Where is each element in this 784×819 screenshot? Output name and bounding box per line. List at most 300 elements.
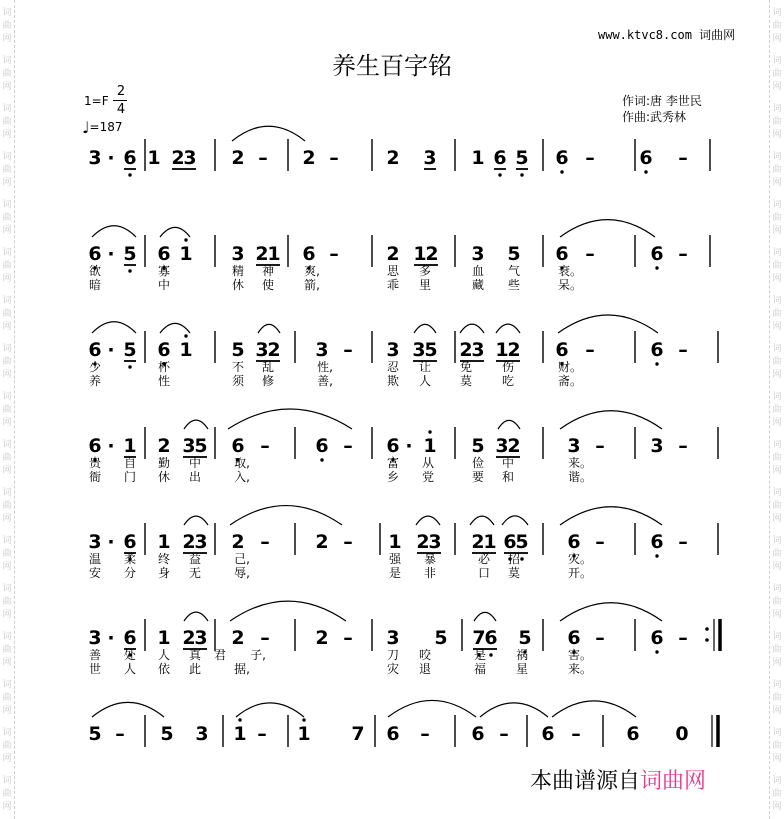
watermark-glyph: 曲 — [2, 213, 12, 223]
watermark-glyph: 网 — [2, 418, 12, 428]
note: 3 — [412, 339, 426, 361]
note: 2 — [507, 435, 521, 457]
octave-dot-low — [655, 266, 658, 269]
watermark-glyph: 曲 — [2, 261, 12, 271]
slur — [552, 701, 636, 717]
watermark-glyph: 词 — [772, 344, 782, 354]
slur — [184, 612, 208, 621]
note: · — [107, 243, 115, 265]
watermark-glyph: 词 — [2, 680, 12, 690]
note: 1 — [179, 243, 193, 265]
note: 1 — [413, 243, 427, 265]
note: 1 — [233, 723, 247, 745]
lyric-char: 藏 — [471, 278, 485, 292]
note: – — [585, 339, 595, 361]
source-footer[interactable] — [530, 764, 706, 795]
watermark-glyph: 网 — [2, 82, 12, 92]
lyric-char: 箭, — [304, 278, 320, 292]
lyric-char: 君 — [213, 648, 227, 662]
watermark-glyph: 词 — [2, 248, 12, 258]
lyric-char: 多 — [418, 264, 432, 278]
octave-dot-high — [184, 334, 187, 337]
lyric-char: 人 — [157, 648, 171, 662]
note: · — [405, 435, 413, 457]
note: 2 — [471, 531, 485, 553]
watermark-glyph: 网 — [772, 226, 782, 236]
note: – — [678, 531, 688, 553]
lyric-char: 欲 — [88, 264, 102, 278]
note: 6 — [541, 723, 555, 745]
lyric-char: 神 — [261, 264, 275, 278]
watermark-glyph: 词 — [772, 680, 782, 690]
watermark-glyph: 网 — [772, 370, 782, 380]
note: 1 — [123, 435, 137, 457]
watermark-glyph: 网 — [2, 802, 12, 812]
slur — [160, 323, 190, 333]
octave-dot-low — [520, 557, 523, 560]
note: · — [107, 435, 115, 457]
watermark-glyph: 词 — [2, 56, 12, 66]
note: · — [107, 147, 115, 169]
slur — [480, 703, 548, 717]
note: 1 — [388, 531, 402, 553]
octave-dot-low — [498, 173, 501, 176]
watermark-glyph: 网 — [772, 658, 782, 668]
note: 6 — [88, 243, 102, 265]
note: · — [107, 339, 115, 361]
watermark-glyph: 词 — [2, 8, 12, 18]
watermark-glyph: 网 — [2, 706, 12, 716]
lyric-char: 俭 — [471, 456, 485, 470]
lyric-char: 出 — [188, 470, 202, 484]
lyric-char: 温 — [88, 552, 102, 566]
lyric-char: 暗 — [88, 278, 102, 292]
note: 6 — [484, 627, 498, 649]
watermark-glyph: 词 — [2, 584, 12, 594]
watermark-glyph: 网 — [2, 514, 12, 524]
note: 6 — [471, 723, 485, 745]
slur — [560, 603, 662, 621]
lyric-char: 中 — [188, 456, 202, 470]
octave-dot-low — [489, 653, 492, 656]
slur — [502, 516, 528, 525]
lyric-char: 真 — [188, 648, 202, 662]
lyric-char: 党 — [421, 470, 435, 484]
note: 3 — [194, 531, 208, 553]
site-url[interactable] — [598, 26, 735, 43]
lyric-char: 招 — [507, 552, 521, 566]
slur — [184, 516, 208, 525]
watermark-glyph: 词 — [2, 296, 12, 306]
slur — [560, 411, 662, 429]
note: 5 — [424, 339, 438, 361]
note: – — [257, 723, 267, 745]
lyric-char: 修 — [261, 374, 275, 388]
lyric-char: 门 — [123, 470, 137, 484]
lyric-char: 强 — [388, 552, 402, 566]
watermark-glyph: 词 — [2, 152, 12, 162]
lyric-char: 谐。 — [567, 470, 593, 484]
watermark-glyph: 曲 — [2, 117, 12, 127]
lyric-char: 须 — [231, 374, 245, 388]
watermark-glyph: 词 — [2, 104, 12, 114]
note: 3 — [423, 147, 437, 169]
note: 5 — [231, 339, 245, 361]
lyric-char: 此 — [188, 662, 202, 676]
slur — [496, 324, 520, 333]
note: – — [420, 723, 430, 745]
repeat-dot — [705, 638, 709, 642]
octave-dot-high — [428, 430, 431, 433]
lyric-char: 终 — [157, 552, 171, 566]
lyric-char: 必 — [477, 552, 491, 566]
octave-dot-high — [238, 718, 241, 721]
lyric-char: 中 — [501, 456, 515, 470]
lyric-char: 非 — [423, 566, 437, 580]
lyric-char: 人 — [123, 662, 137, 676]
watermark-glyph: 词 — [2, 344, 12, 354]
site-domain[interactable]: www.ktvc8.com — [598, 28, 692, 42]
note: 2 — [302, 147, 316, 169]
watermark-glyph: 网 — [2, 226, 12, 236]
slur — [92, 702, 164, 717]
watermark-glyph: 曲 — [772, 789, 782, 799]
lyric-char: 思 — [386, 264, 400, 278]
note: 6 — [555, 339, 569, 361]
watermark-glyph: 曲 — [772, 693, 782, 703]
lyric-char: 莫 — [459, 374, 473, 388]
lyric-char: 忍 — [386, 360, 400, 374]
quarter-note-icon: ♩ — [82, 118, 90, 137]
lyric-char: 和 — [501, 470, 515, 484]
note: 2 — [231, 147, 245, 169]
note: 1 — [157, 531, 171, 553]
slur — [560, 507, 662, 525]
note: 2 — [315, 627, 329, 649]
lyric-char: 爽, — [304, 264, 320, 278]
watermark-glyph: 曲 — [772, 21, 782, 31]
watermark-glyph: 网 — [772, 706, 782, 716]
watermark-glyph: 网 — [2, 658, 12, 668]
lyricist-credit: 作词:唐 李世民 — [622, 94, 702, 108]
slur — [460, 324, 484, 333]
watermark-glyph: 曲 — [772, 549, 782, 559]
watermark-glyph: 曲 — [772, 453, 782, 463]
lyric-char: 些 — [507, 278, 521, 292]
lyric-char: 是 — [388, 566, 402, 580]
note: 2 — [416, 531, 430, 553]
lyric-char: 处 — [123, 648, 137, 662]
lyric-char: 呆。 — [557, 278, 583, 292]
slur — [470, 516, 494, 525]
slur — [160, 227, 190, 237]
note: 1 — [267, 243, 281, 265]
lyric-char: 星 — [515, 662, 529, 676]
lyric-char: 贵 — [88, 456, 102, 470]
watermark-glyph: 词 — [2, 392, 12, 402]
note: – — [678, 627, 688, 649]
lyric-char: 要 — [471, 470, 485, 484]
note: 1 — [483, 531, 497, 553]
watermark-glyph: 曲 — [772, 501, 782, 511]
slur — [558, 315, 658, 333]
watermark-glyph: 词 — [772, 728, 782, 738]
note: 1 — [471, 147, 485, 169]
watermark-glyph: 曲 — [772, 261, 782, 271]
lyric-char: 祸 — [515, 648, 529, 662]
lyric-char: 自 — [123, 456, 137, 470]
note: – — [343, 627, 353, 649]
watermark-glyph: 网 — [2, 370, 12, 380]
footer-brand[interactable]: 词曲网 — [640, 769, 707, 794]
page-title: 养生百字铭 — [332, 52, 452, 80]
note: 1 — [147, 147, 161, 169]
watermark-glyph: 曲 — [2, 453, 12, 463]
note: 3 — [428, 531, 442, 553]
note: – — [260, 627, 270, 649]
note: 2 — [171, 147, 185, 169]
watermark-glyph: 曲 — [772, 213, 782, 223]
lyric-char: 世 — [88, 662, 102, 676]
watermark-glyph: 曲 — [2, 309, 12, 319]
lyric-char: 休 — [157, 470, 171, 484]
note: 7 — [472, 627, 486, 649]
note: 6 — [626, 723, 640, 745]
note: 6 — [88, 435, 102, 457]
lyric-char: 来。 — [567, 662, 593, 676]
note: 1 — [423, 435, 437, 457]
note: 3 — [471, 339, 485, 361]
note: 5 — [471, 435, 485, 457]
slur — [416, 516, 440, 525]
slur — [258, 324, 280, 333]
lyric-char: 灾 — [386, 662, 400, 676]
lyric-char: 口 — [477, 566, 491, 580]
lyric-char: 安 — [88, 566, 102, 580]
note: 3 — [567, 435, 581, 457]
watermark-glyph: 网 — [2, 34, 12, 44]
note: 3 — [386, 339, 400, 361]
note: 3 — [194, 627, 208, 649]
lyric-char: 勤 — [157, 456, 171, 470]
note: 3 — [231, 243, 245, 265]
watermark-glyph: 网 — [772, 562, 782, 572]
watermark-glyph: 词 — [2, 200, 12, 210]
watermark-glyph: 曲 — [772, 357, 782, 367]
watermark-glyph: 网 — [772, 754, 782, 764]
watermark-glyph: 曲 — [772, 645, 782, 655]
note: 5 — [507, 243, 521, 265]
watermark-glyph: 网 — [772, 34, 782, 44]
note: 3 — [315, 339, 329, 361]
note: – — [595, 531, 605, 553]
watermark-glyph: 曲 — [2, 789, 12, 799]
lyric-char: 善 — [88, 648, 102, 662]
watermark-glyph: 曲 — [2, 405, 12, 415]
note: 6 — [503, 531, 517, 553]
lyric-char: 子, — [250, 648, 266, 662]
note: 0 — [675, 723, 689, 745]
note: 6 — [567, 627, 581, 649]
footer-prefix: 本曲谱源自 — [530, 769, 641, 794]
note: 5 — [518, 627, 532, 649]
note: 2 — [425, 243, 439, 265]
watermark-glyph: 词 — [772, 56, 782, 66]
octave-dot-low — [320, 458, 323, 461]
lyric-char: 里 — [418, 278, 432, 292]
lyric-char: 无 — [188, 566, 202, 580]
note: 2 — [386, 243, 400, 265]
watermark-glyph: 网 — [772, 82, 782, 92]
slur — [184, 420, 208, 429]
note: – — [258, 147, 268, 169]
watermark-glyph: 曲 — [772, 165, 782, 175]
watermark-glyph: 网 — [772, 802, 782, 812]
note: 3 — [471, 243, 485, 265]
tempo-marking — [82, 118, 123, 137]
watermark-glyph: 词 — [772, 152, 782, 162]
note: 5 — [515, 147, 529, 169]
watermark-glyph: 曲 — [2, 165, 12, 175]
lyric-char: 衙 — [88, 470, 102, 484]
lyric-char: 辱, — [234, 566, 250, 580]
note: 6 — [88, 339, 102, 361]
octave-dot-low — [560, 170, 563, 173]
note: 6 — [650, 531, 664, 553]
note: · — [107, 531, 115, 553]
lyric-char: 从 — [421, 456, 435, 470]
lyric-char: 来。 — [567, 456, 593, 470]
lyric-char: 乱 — [261, 360, 275, 374]
watermark-glyph: 词 — [2, 488, 12, 498]
watermark-glyph: 网 — [2, 178, 12, 188]
note: 6 — [650, 243, 664, 265]
octave-dot-low — [128, 173, 131, 176]
watermark-glyph: 曲 — [772, 117, 782, 127]
lyric-char: 灾。 — [567, 552, 593, 566]
key-signature: 1=F — [84, 94, 109, 108]
watermark-glyph: 网 — [772, 418, 782, 428]
slur — [236, 703, 304, 717]
watermark-glyph: 词 — [772, 200, 782, 210]
watermark-glyph: 曲 — [2, 645, 12, 655]
watermark-glyph: 网 — [2, 274, 12, 284]
note: 2 — [315, 531, 329, 553]
note: 6 — [493, 147, 507, 169]
time-signature-line — [113, 100, 127, 101]
note: 5 — [515, 531, 529, 553]
lyric-char: 入, — [234, 470, 250, 484]
lyric-char: 害。 — [567, 648, 593, 662]
slur — [228, 409, 352, 429]
lyric-char: 乖 — [386, 278, 400, 292]
note: 6 — [650, 339, 664, 361]
lyric-char: 福 — [473, 662, 487, 676]
lyric-char: 不 — [231, 360, 245, 374]
octave-dot-low — [655, 650, 658, 653]
lyric-char: 己, — [234, 552, 250, 566]
note: 3 — [195, 723, 209, 745]
watermark-glyph: 词 — [2, 728, 12, 738]
note: 6 — [639, 147, 653, 169]
lyric-char: 养 — [88, 374, 102, 388]
octave-dot-high — [302, 718, 305, 721]
lyric-char: 依 — [157, 662, 171, 676]
note: 6 — [650, 627, 664, 649]
octave-dot-low — [520, 173, 523, 176]
watermark-glyph: 词 — [2, 440, 12, 450]
slur — [388, 700, 476, 717]
note: 6 — [157, 243, 171, 265]
note: – — [260, 531, 270, 553]
note: – — [343, 339, 353, 361]
note: 2 — [157, 435, 171, 457]
watermark-glyph: 网 — [2, 466, 12, 476]
watermark-glyph: 网 — [2, 610, 12, 620]
note: 2 — [182, 531, 196, 553]
note: – — [595, 435, 605, 457]
lyric-char: 伤 — [501, 360, 515, 374]
note: – — [678, 435, 688, 457]
slur — [414, 324, 436, 333]
lyric-char: 富 — [386, 456, 400, 470]
watermark-glyph: 词 — [772, 104, 782, 114]
watermark-strip-left — [0, 0, 15, 819]
note: 5 — [123, 243, 137, 265]
lyric-char: 欺 — [386, 374, 400, 388]
note: 2 — [231, 531, 245, 553]
site-name[interactable]: 词曲网 — [699, 28, 736, 42]
lyric-char: 开。 — [567, 566, 593, 580]
note: 2 — [182, 627, 196, 649]
lyric-char: 是 — [473, 648, 487, 662]
note: 2 — [386, 147, 400, 169]
lyric-char: 取, — [234, 456, 250, 470]
lyric-char: 让 — [418, 360, 432, 374]
note: – — [678, 243, 688, 265]
watermark-glyph: 曲 — [772, 741, 782, 751]
lyric-char: 寡 — [157, 264, 171, 278]
note: 3 — [182, 435, 196, 457]
note: – — [260, 435, 270, 457]
lyric-char: 衰。 — [557, 264, 583, 278]
lyric-char: 吃 — [501, 374, 515, 388]
note: – — [343, 531, 353, 553]
lyric-char: 暴 — [423, 552, 437, 566]
slur — [232, 126, 305, 141]
slur — [92, 226, 136, 237]
octave-dot-low — [128, 365, 131, 368]
lyric-char: 中 — [157, 278, 171, 292]
octave-dot-low — [655, 362, 658, 365]
lyric-char: 血 — [471, 264, 485, 278]
note: – — [678, 339, 688, 361]
note: 3 — [255, 339, 269, 361]
note: 5 — [194, 435, 208, 457]
note: 3 — [183, 147, 197, 169]
note: 2 — [459, 339, 473, 361]
note: 6 — [302, 243, 316, 265]
octave-dot-low — [655, 554, 658, 557]
note: 6 — [555, 243, 569, 265]
watermark-glyph: 曲 — [2, 21, 12, 31]
lyric-char: 斋。 — [557, 374, 583, 388]
watermark-glyph: 词 — [772, 440, 782, 450]
lyric-char: 免 — [459, 360, 473, 374]
lyric-char: 杯 — [157, 360, 171, 374]
time-signature-top: 2 — [116, 84, 126, 99]
lyric-char: 人 — [418, 374, 432, 388]
